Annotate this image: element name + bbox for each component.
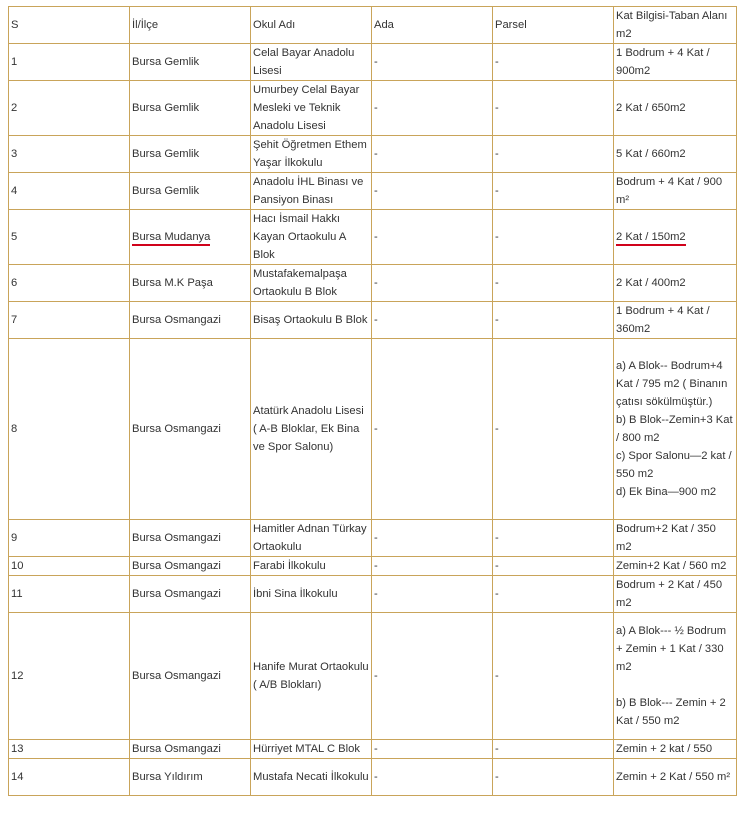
table-row xyxy=(9,520,737,557)
cell-parsel: - xyxy=(493,302,614,339)
cell-ada: - xyxy=(372,44,493,81)
cell-ada: - xyxy=(372,520,493,557)
cell-kat: 1 Bodrum + 4 Kat / 900m2 xyxy=(614,44,737,81)
cell-ada: - xyxy=(372,339,493,520)
cell-parsel: - xyxy=(493,173,614,210)
cell-ada: - xyxy=(372,265,493,302)
table-row xyxy=(9,740,737,759)
table-row xyxy=(9,136,737,173)
cell-okul: Umurbey Celal Bayar Mesleki ve Teknik Anadolu Lisesi xyxy=(251,81,372,136)
cell-ada: - xyxy=(372,557,493,576)
header-parsel: Parsel xyxy=(493,7,614,44)
table-row xyxy=(9,265,737,302)
cell-s: 10 xyxy=(9,557,130,576)
table-row xyxy=(9,173,737,210)
cell-s: 7 xyxy=(9,302,130,339)
cell-parsel: - xyxy=(493,520,614,557)
header-il-ilce: İl/İlçe xyxy=(130,7,251,44)
cell-ilce xyxy=(130,210,251,265)
cell-s: 5 xyxy=(9,210,130,265)
cell-ilce: Bursa Gemlik xyxy=(130,81,251,136)
cell-parsel: - xyxy=(493,740,614,759)
cell-parsel: - xyxy=(493,339,614,520)
table-row xyxy=(9,557,737,576)
cell-ilce: Bursa Osmangazi xyxy=(130,557,251,576)
cell-okul: Hacı İsmail Hakkı Kayan Ortaokulu A Blok xyxy=(251,210,372,265)
cell-s: 4 xyxy=(9,173,130,210)
header-okul-adi: Okul Adı xyxy=(251,7,372,44)
cell-s: 3 xyxy=(9,136,130,173)
cell-s: 1 xyxy=(9,44,130,81)
highlighted-kat: 2 Kat / 150m2 xyxy=(616,231,686,246)
cell-ilce: Bursa Osmangazi xyxy=(130,740,251,759)
cell-s: 14 xyxy=(9,759,130,796)
header-kat-bilgisi: Kat Bilgisi-Taban Alanı m2 xyxy=(614,7,737,44)
cell-parsel: - xyxy=(493,136,614,173)
cell-ada: - xyxy=(372,576,493,613)
cell-okul: İbni Sina İlkokulu xyxy=(251,576,372,613)
cell-kat: a) A Blok-- Bodrum+4 Kat / 795 m2 ( Binanın çatısı sökülmüştür.) b) B Blok--Zemin+3 Kat / 800 m2 c) Spor Salonu—2 kat / 550 m2 d) Ek Bina—900 m2 xyxy=(614,339,737,520)
cell-ada: - xyxy=(372,302,493,339)
cell-ilce: Bursa Osmangazi xyxy=(130,520,251,557)
cell-ilce: Bursa Gemlik xyxy=(130,173,251,210)
cell-kat: Bodrum + 4 Kat / 900 m² xyxy=(614,173,737,210)
cell-okul: Celal Bayar Anadolu Lisesi xyxy=(251,44,372,81)
cell-kat: Zemin+2 Kat / 560 m2 xyxy=(614,557,737,576)
cell-okul: Anadolu İHL Binası ve Pansiyon Binası xyxy=(251,173,372,210)
cell-ada: - xyxy=(372,210,493,265)
cell-ilce: Bursa Osmangazi xyxy=(130,302,251,339)
cell-s: 12 xyxy=(9,613,130,740)
schools-table-wrapper xyxy=(8,6,737,796)
cell-s: 2 xyxy=(9,81,130,136)
cell-ada: - xyxy=(372,81,493,136)
cell-okul: Bisaş Ortaokulu B Blok xyxy=(251,302,372,339)
cell-ilce: Bursa Osmangazi xyxy=(130,613,251,740)
table-row xyxy=(9,81,737,136)
cell-parsel: - xyxy=(493,557,614,576)
cell-s: 13 xyxy=(9,740,130,759)
cell-parsel: - xyxy=(493,576,614,613)
header-s: S xyxy=(9,7,130,44)
cell-ilce: Bursa M.K Paşa xyxy=(130,265,251,302)
cell-parsel: - xyxy=(493,613,614,740)
header-ada: Ada xyxy=(372,7,493,44)
schools-table xyxy=(8,6,737,796)
cell-ada: - xyxy=(372,136,493,173)
cell-okul: Farabi İlkokulu xyxy=(251,557,372,576)
cell-okul: Şehit Öğretmen Ethem Yaşar İlkokulu xyxy=(251,136,372,173)
cell-okul: Hanife Murat Ortaokulu ( A/B Blokları) xyxy=(251,613,372,740)
table-row xyxy=(9,210,737,265)
cell-kat: a) A Blok--- ½ Bodrum + Zemin + 1 Kat / 330 m2 b) B Blok--- Zemin + 2 Kat / 550 m2 xyxy=(614,613,737,740)
cell-ilce: Bursa Osmangazi xyxy=(130,339,251,520)
cell-okul: Atatürk Anadolu Lisesi ( A-B Bloklar, Ek Bina ve Spor Salonu) xyxy=(251,339,372,520)
cell-ilce: Bursa Gemlik xyxy=(130,44,251,81)
cell-s: 9 xyxy=(9,520,130,557)
cell-kat: Zemin + 2 Kat / 550 m² xyxy=(614,759,737,796)
cell-s: 6 xyxy=(9,265,130,302)
cell-ada: - xyxy=(372,740,493,759)
cell-parsel: - xyxy=(493,759,614,796)
cell-kat: 2 Kat / 400m2 xyxy=(614,265,737,302)
cell-parsel: - xyxy=(493,210,614,265)
cell-parsel: - xyxy=(493,81,614,136)
table-row xyxy=(9,613,737,740)
table-row xyxy=(9,339,737,520)
table-row xyxy=(9,44,737,81)
cell-okul: Mustafa Necati İlkokulu xyxy=(251,759,372,796)
table-header-row xyxy=(9,7,737,44)
cell-okul: Hamitler Adnan Türkay Ortaokulu xyxy=(251,520,372,557)
cell-parsel: - xyxy=(493,265,614,302)
cell-kat: 2 Kat / 650m2 xyxy=(614,81,737,136)
cell-ada: - xyxy=(372,173,493,210)
cell-okul: Hürriyet MTAL C Blok xyxy=(251,740,372,759)
cell-ilce: Bursa Gemlik xyxy=(130,136,251,173)
cell-kat: Bodrum+2 Kat / 350 m2 xyxy=(614,520,737,557)
cell-kat: 1 Bodrum + 4 Kat / 360m2 xyxy=(614,302,737,339)
cell-kat: 5 Kat / 660m2 xyxy=(614,136,737,173)
cell-okul: Mustafakemalpaşa Ortaokulu B Blok xyxy=(251,265,372,302)
cell-parsel: - xyxy=(493,44,614,81)
cell-ilce: Bursa Yıldırım xyxy=(130,759,251,796)
cell-kat: Bodrum + 2 Kat / 450 m2 xyxy=(614,576,737,613)
cell-ilce: Bursa Osmangazi xyxy=(130,576,251,613)
cell-kat: Zemin + 2 kat / 550 xyxy=(614,740,737,759)
cell-ada: - xyxy=(372,613,493,740)
table-row xyxy=(9,759,737,796)
table-row xyxy=(9,576,737,613)
cell-s: 11 xyxy=(9,576,130,613)
highlighted-ilce: Bursa Mudanya xyxy=(132,231,210,246)
cell-ada: - xyxy=(372,759,493,796)
cell-kat xyxy=(614,210,737,265)
cell-s: 8 xyxy=(9,339,130,520)
table-row xyxy=(9,302,737,339)
